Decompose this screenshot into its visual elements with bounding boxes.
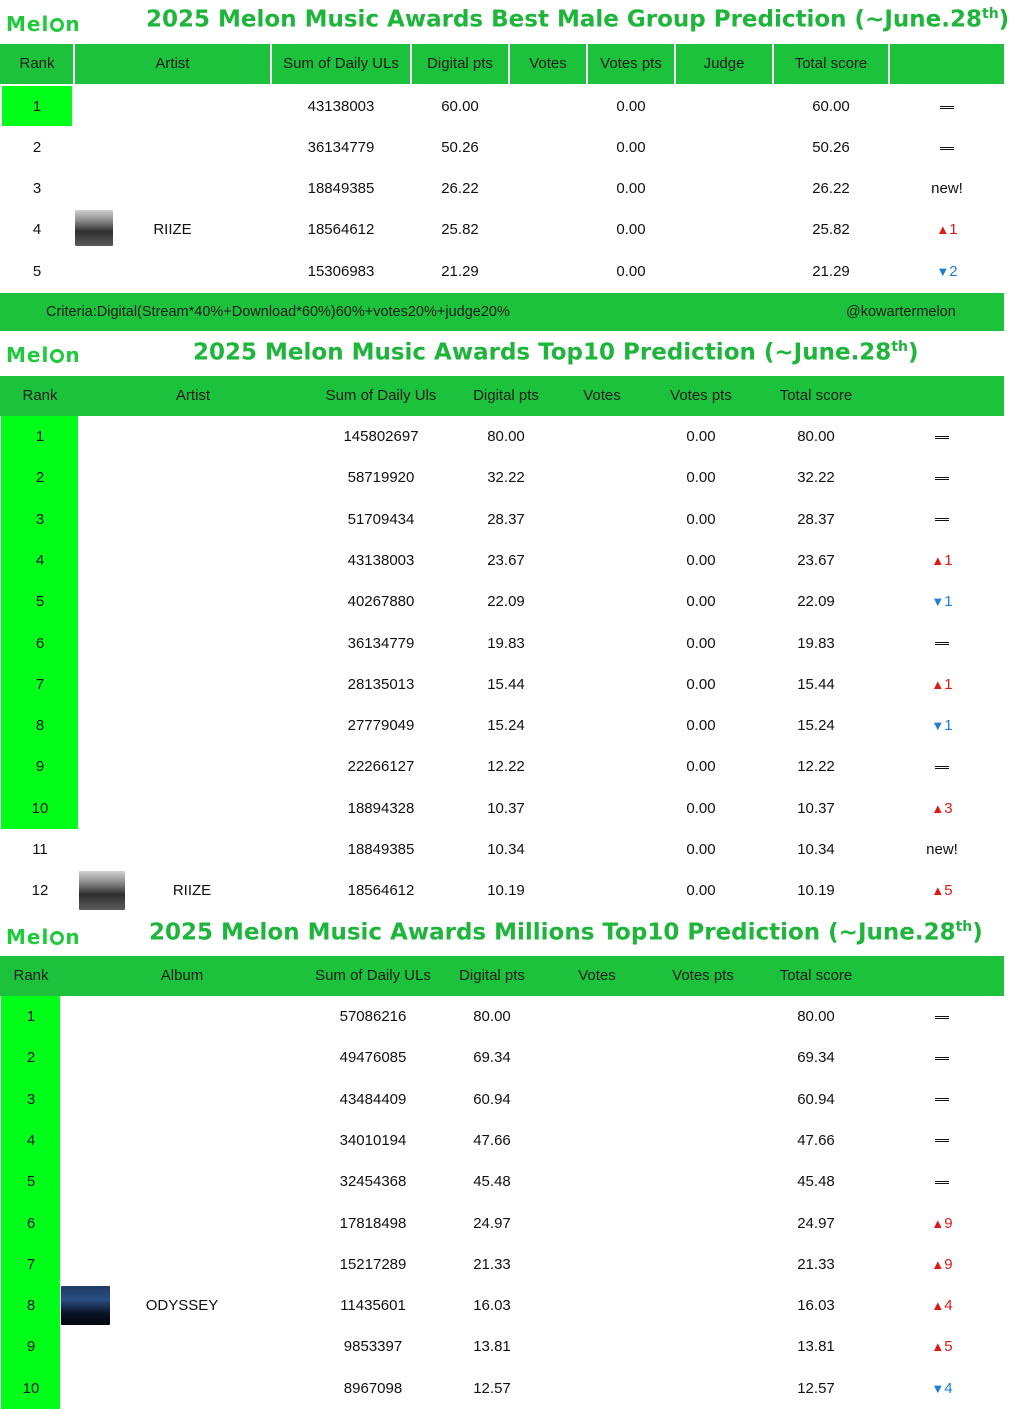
artist-cell: RIIZE [172, 882, 212, 900]
uls-cell: 57086216 [339, 1008, 407, 1025]
votes-pts-cell: 0.00 [686, 799, 716, 817]
votes-pts-cell: 0.00 [686, 551, 716, 569]
table-row [0, 581, 1004, 622]
votes-pts-cell: 0.00 [686, 841, 716, 858]
total-cell: 80.00 [797, 1008, 835, 1025]
uls-cell: 34010194 [339, 1131, 407, 1149]
digital-cell: 24.97 [473, 1214, 511, 1232]
digital-cell: 50.26 [441, 139, 479, 156]
change-cell [884, 746, 1000, 787]
digital-cell: 25.82 [441, 221, 479, 238]
change-cell [884, 1079, 1000, 1120]
change-cell: ▲5 [931, 1338, 953, 1356]
header-digital-pts: Digital pts [473, 387, 539, 404]
change-cell [890, 127, 1004, 168]
digital-cell: 12.57 [473, 1379, 511, 1397]
change-cell: ▲1 [931, 551, 953, 569]
digital-cell: 28.37 [487, 510, 525, 528]
change-cell: ▼1 [931, 593, 953, 611]
change-cell: ▼2 [936, 263, 958, 280]
album-cell [130, 1120, 234, 1161]
section1-title: 2025 Melon Music Awards Best Male Group Prediction (~June.28th) [146, 6, 1009, 33]
votes-pts-cell: 0.00 [686, 634, 716, 652]
album-cell [130, 996, 234, 1037]
rank-cell: 4 [26, 1131, 36, 1149]
album-cell [130, 1037, 234, 1078]
change-cell: ▲5 [931, 882, 953, 900]
equal-icon [935, 766, 949, 769]
uls-cell: 15306983 [307, 263, 375, 280]
digital-cell: 80.00 [487, 428, 525, 445]
uls-cell: 11435601 [340, 1297, 406, 1315]
change-cell: ▲1 [931, 675, 953, 693]
header-album: Album [160, 967, 204, 984]
melon-logo: Mel n [6, 343, 81, 367]
rank-cell: 3 [35, 510, 45, 528]
header-rank: Rank [13, 967, 49, 984]
equal-icon [935, 1139, 949, 1142]
total-cell: 28.37 [797, 510, 835, 528]
votes-pts-cell: 0.00 [616, 139, 646, 156]
table-row [0, 1244, 1004, 1285]
change-cell [884, 499, 1000, 540]
change-cell: ▲1 [936, 221, 958, 238]
rank-cell: 9 [35, 758, 45, 776]
total-cell: 24.97 [797, 1214, 835, 1232]
digital-cell: 10.34 [487, 841, 525, 858]
votes-pts-cell: 0.00 [616, 221, 646, 238]
uls-cell: 51709434 [347, 510, 415, 528]
votes-pts-cell: 0.00 [616, 263, 646, 280]
rank-cell: 9 [26, 1338, 36, 1356]
total-cell: 45.48 [797, 1173, 835, 1191]
change-cell: new! [931, 180, 963, 197]
header-sum-uls: Sum of Daily ULs [315, 967, 431, 984]
total-cell: 12.22 [797, 758, 835, 776]
header-judge: Judge [703, 55, 745, 72]
total-cell: 21.29 [812, 263, 850, 280]
digital-cell: 10.19 [487, 882, 525, 900]
artist-cell [140, 788, 244, 829]
uls-cell: 9853397 [343, 1338, 403, 1356]
artist-cell [140, 540, 244, 581]
rank-cell: 7 [26, 1255, 36, 1273]
header-digital-pts: Digital pts [427, 55, 493, 72]
digital-cell: 21.29 [441, 263, 479, 280]
rank-cell: 2 [32, 139, 42, 156]
header-artist: Artist [175, 387, 211, 404]
section2-header-row [0, 376, 1004, 416]
uls-cell: 17818498 [339, 1214, 407, 1232]
rank-cell: 6 [26, 1214, 36, 1232]
total-cell: 12.57 [797, 1379, 835, 1397]
uls-cell: 18849385 [307, 180, 375, 197]
table-row [0, 499, 1004, 540]
rank-cell: 8 [26, 1297, 36, 1315]
table-row [0, 251, 1004, 292]
uls-cell: 22266127 [347, 758, 415, 776]
digital-cell: 45.48 [473, 1173, 511, 1191]
table-row [0, 457, 1004, 498]
total-cell: 25.82 [812, 221, 850, 238]
album-cell: ODYSSEY [145, 1297, 219, 1315]
rank-cell: 1 [35, 428, 45, 445]
equal-icon [935, 1016, 949, 1019]
total-cell: 60.94 [797, 1090, 835, 1108]
header-votes: Votes [578, 967, 616, 984]
album-cell [130, 1244, 234, 1285]
equal-icon [935, 477, 949, 480]
votes-pts-cell: 0.00 [686, 758, 716, 776]
header-sum-uls: Sum of Daily ULs [283, 55, 399, 72]
artist-cell [75, 86, 270, 127]
total-cell: 15.24 [797, 717, 835, 735]
uls-cell: 145802697 [343, 428, 419, 445]
equal-icon [940, 106, 954, 109]
up-arrow-icon: ▲ [931, 1256, 945, 1272]
change-cell [884, 1120, 1000, 1161]
equal-icon [935, 518, 949, 521]
votes-pts-cell: 0.00 [686, 428, 716, 445]
rank-cell: 12 [31, 882, 49, 900]
change-cell: ▲9 [931, 1255, 953, 1273]
artist-cell [140, 705, 244, 746]
uls-cell: 36134779 [347, 634, 415, 652]
header-total-score: Total score [779, 967, 853, 984]
change-cell: new! [926, 841, 958, 858]
section3-title: 2025 Melon Music Awards Millions Top10 Prediction (~June.28th) [149, 919, 983, 946]
equal-icon [935, 1098, 949, 1101]
up-arrow-icon: ▲ [931, 1298, 945, 1314]
uls-cell: 28135013 [347, 675, 415, 693]
equal-icon [935, 436, 949, 439]
total-cell: 10.37 [797, 799, 835, 817]
table-row [0, 168, 1004, 209]
melon-logo: Mel n [6, 12, 81, 36]
header-votes: Votes [529, 55, 567, 72]
total-cell: 32.22 [797, 469, 835, 487]
artist-cell [140, 623, 244, 664]
header-votes-pts: Votes pts [600, 55, 662, 72]
votes-pts-cell: 0.00 [686, 717, 716, 735]
votes-pts-cell: 0.00 [686, 675, 716, 693]
criteria-text: Criteria:Digital(Stream*40%+Download*60%)60%+votes20%+judge20% [46, 304, 510, 320]
uls-cell: 27779049 [347, 717, 415, 735]
section2-title: 2025 Melon Music Awards Top10 Prediction (~June.28th) [193, 339, 919, 366]
total-cell: 21.33 [797, 1255, 835, 1273]
uls-cell: 43138003 [307, 98, 375, 115]
rank-cell: 5 [35, 593, 45, 611]
header-rank: Rank [19, 55, 55, 72]
digital-cell: 10.37 [487, 799, 525, 817]
votes-pts-cell: 0.00 [616, 180, 646, 197]
album-cell [130, 1161, 234, 1202]
table-row [0, 1326, 1004, 1367]
header-total-score: Total score [779, 387, 853, 404]
table-row [0, 1161, 1004, 1202]
down-arrow-icon: ▼ [936, 264, 950, 279]
digital-cell: 32.22 [487, 469, 525, 487]
uls-cell: 18564612 [347, 882, 415, 900]
rank-cell: 3 [26, 1090, 36, 1108]
table-row [0, 623, 1004, 664]
digital-cell: 60.94 [473, 1090, 511, 1108]
total-cell: 60.00 [812, 98, 850, 115]
rank-cell: 5 [32, 263, 42, 280]
table-row [0, 86, 1004, 127]
album-cell [130, 1079, 234, 1120]
author-handle: @kowartermelon [846, 304, 956, 320]
table-row [0, 1203, 1004, 1244]
digital-cell: 69.34 [473, 1049, 511, 1067]
uls-cell: 49476085 [339, 1049, 407, 1067]
artist-cell [140, 499, 244, 540]
change-cell: ▲9 [931, 1214, 953, 1232]
album-cell [130, 1203, 234, 1244]
rank-cell: 5 [26, 1173, 36, 1191]
total-cell: 22.09 [797, 593, 835, 611]
up-arrow-icon: ▲ [931, 676, 945, 692]
total-cell: 26.22 [812, 180, 850, 197]
artist-cell [140, 457, 244, 498]
total-cell: 69.34 [797, 1049, 835, 1067]
votes-pts-cell: 0.00 [616, 98, 646, 115]
artist-cell [140, 416, 244, 457]
table-row [0, 540, 1004, 581]
digital-cell: 16.03 [473, 1297, 511, 1315]
table-row [0, 746, 1004, 787]
down-arrow-icon: ▼ [931, 1380, 945, 1396]
change-cell [890, 86, 1004, 127]
digital-cell: 15.44 [487, 675, 525, 693]
rank-cell: 2 [26, 1049, 36, 1067]
uls-cell: 40267880 [347, 593, 415, 611]
up-arrow-icon: ▲ [931, 1215, 945, 1231]
votes-pts-cell: 0.00 [686, 510, 716, 528]
table-row [0, 1079, 1004, 1120]
rank-cell: 1 [26, 1008, 36, 1025]
table-row [0, 664, 1004, 705]
digital-cell: 47.66 [473, 1131, 511, 1149]
melon-logo: Mel n [6, 925, 81, 949]
table-row [0, 209, 1004, 250]
down-arrow-icon: ▼ [931, 594, 945, 610]
rank-cell: 2 [35, 469, 45, 487]
rank-cell: 7 [35, 675, 45, 693]
artist-cell [140, 664, 244, 705]
rank-cell: 3 [32, 180, 42, 197]
artist-cell: RIIZE [153, 221, 192, 238]
uls-cell: 58719920 [347, 469, 415, 487]
uls-cell: 32454368 [339, 1173, 407, 1191]
uls-cell: 18894328 [347, 799, 415, 817]
album-cell [130, 1368, 234, 1409]
criteria-footer [0, 293, 1004, 331]
uls-cell: 18849385 [347, 841, 415, 858]
table-row [0, 829, 1004, 870]
album-cover [61, 1286, 110, 1325]
down-arrow-icon: ▼ [931, 718, 945, 734]
uls-cell: 43138003 [347, 551, 415, 569]
change-cell [884, 457, 1000, 498]
digital-cell: 22.09 [487, 593, 525, 611]
change-cell: ▼4 [931, 1379, 953, 1397]
artist-cell [75, 127, 270, 168]
uls-cell: 8967098 [343, 1379, 403, 1397]
section1-header-row [0, 44, 1004, 84]
equal-icon [940, 147, 954, 150]
table-row [0, 416, 1004, 457]
album-cell [130, 1326, 234, 1367]
change-cell: ▲4 [931, 1297, 953, 1315]
total-cell: 47.66 [797, 1131, 835, 1149]
change-cell: ▼1 [931, 717, 953, 735]
table-row [0, 996, 1004, 1037]
change-cell: ▲3 [931, 799, 953, 817]
up-arrow-icon: ▲ [931, 800, 945, 816]
table-row [0, 1120, 1004, 1161]
uls-cell: 18564612 [307, 221, 375, 238]
change-cell [884, 623, 1000, 664]
header-artist: Artist [155, 55, 190, 72]
uls-cell: 15217289 [339, 1255, 407, 1273]
change-cell [884, 416, 1000, 457]
artist-cell [140, 581, 244, 622]
total-cell: 50.26 [812, 139, 850, 156]
table-row [0, 788, 1004, 829]
change-cell [884, 1161, 1000, 1202]
total-cell: 15.44 [797, 675, 835, 693]
artist-cell [140, 746, 244, 787]
total-cell: 16.03 [797, 1297, 835, 1315]
rank-cell: 4 [32, 221, 42, 238]
rank-cell: 1 [32, 98, 42, 115]
votes-pts-cell: 0.00 [686, 469, 716, 487]
header-digital-pts: Digital pts [459, 967, 525, 984]
total-cell: 10.19 [797, 882, 835, 900]
header-votes-pts: Votes pts [670, 387, 732, 404]
table-row [0, 1285, 1004, 1326]
artist-cell [140, 829, 244, 870]
artist-photo [79, 871, 125, 910]
rank-cell: 4 [35, 551, 45, 569]
total-cell: 13.81 [797, 1338, 835, 1356]
header-votes-pts: Votes pts [672, 967, 734, 984]
header-votes: Votes [583, 387, 621, 404]
equal-icon [935, 642, 949, 645]
table-row [0, 705, 1004, 746]
total-cell: 23.67 [797, 551, 835, 569]
artist-cell [75, 168, 270, 209]
digital-cell: 23.67 [487, 551, 525, 569]
digital-cell: 21.33 [473, 1255, 511, 1273]
uls-cell: 43484409 [339, 1090, 407, 1108]
equal-icon [935, 1181, 949, 1184]
rank-cell: 6 [35, 634, 45, 652]
digital-cell: 15.24 [487, 717, 525, 735]
header-rank: Rank [22, 387, 58, 404]
artist-cell [75, 251, 270, 292]
up-arrow-icon: ▲ [931, 883, 945, 899]
header-sum-uls: Sum of Daily Uls [325, 387, 437, 404]
rank-cell: 8 [35, 717, 45, 735]
total-cell: 19.83 [797, 634, 835, 652]
artist-photo [75, 210, 113, 246]
table-row [0, 1368, 1004, 1409]
up-arrow-icon: ▲ [931, 1339, 945, 1355]
table-row [0, 870, 1004, 911]
table-row [0, 1037, 1004, 1078]
digital-cell: 12.22 [487, 758, 525, 776]
votes-pts-cell: 0.00 [686, 882, 716, 900]
rank-cell: 10 [31, 799, 49, 817]
equal-icon [935, 1057, 949, 1060]
rank-cell: 10 [22, 1379, 40, 1397]
up-arrow-icon: ▲ [931, 552, 945, 568]
up-arrow-icon: ▲ [936, 222, 950, 237]
votes-pts-cell: 0.00 [686, 593, 716, 611]
digital-cell: 19.83 [487, 634, 525, 652]
digital-cell: 26.22 [441, 180, 479, 197]
header-total-score: Total score [794, 55, 868, 72]
change-cell [884, 1037, 1000, 1078]
total-cell: 10.34 [797, 841, 835, 858]
header-change [890, 44, 1004, 84]
uls-cell: 36134779 [307, 139, 375, 156]
rank-cell: 11 [32, 841, 48, 858]
section3-header-row [0, 956, 1004, 996]
digital-cell: 80.00 [473, 1008, 511, 1025]
total-cell: 80.00 [797, 428, 835, 445]
table-row [0, 127, 1004, 168]
change-cell [884, 996, 1000, 1037]
digital-cell: 60.00 [441, 98, 479, 115]
digital-cell: 13.81 [473, 1338, 511, 1356]
